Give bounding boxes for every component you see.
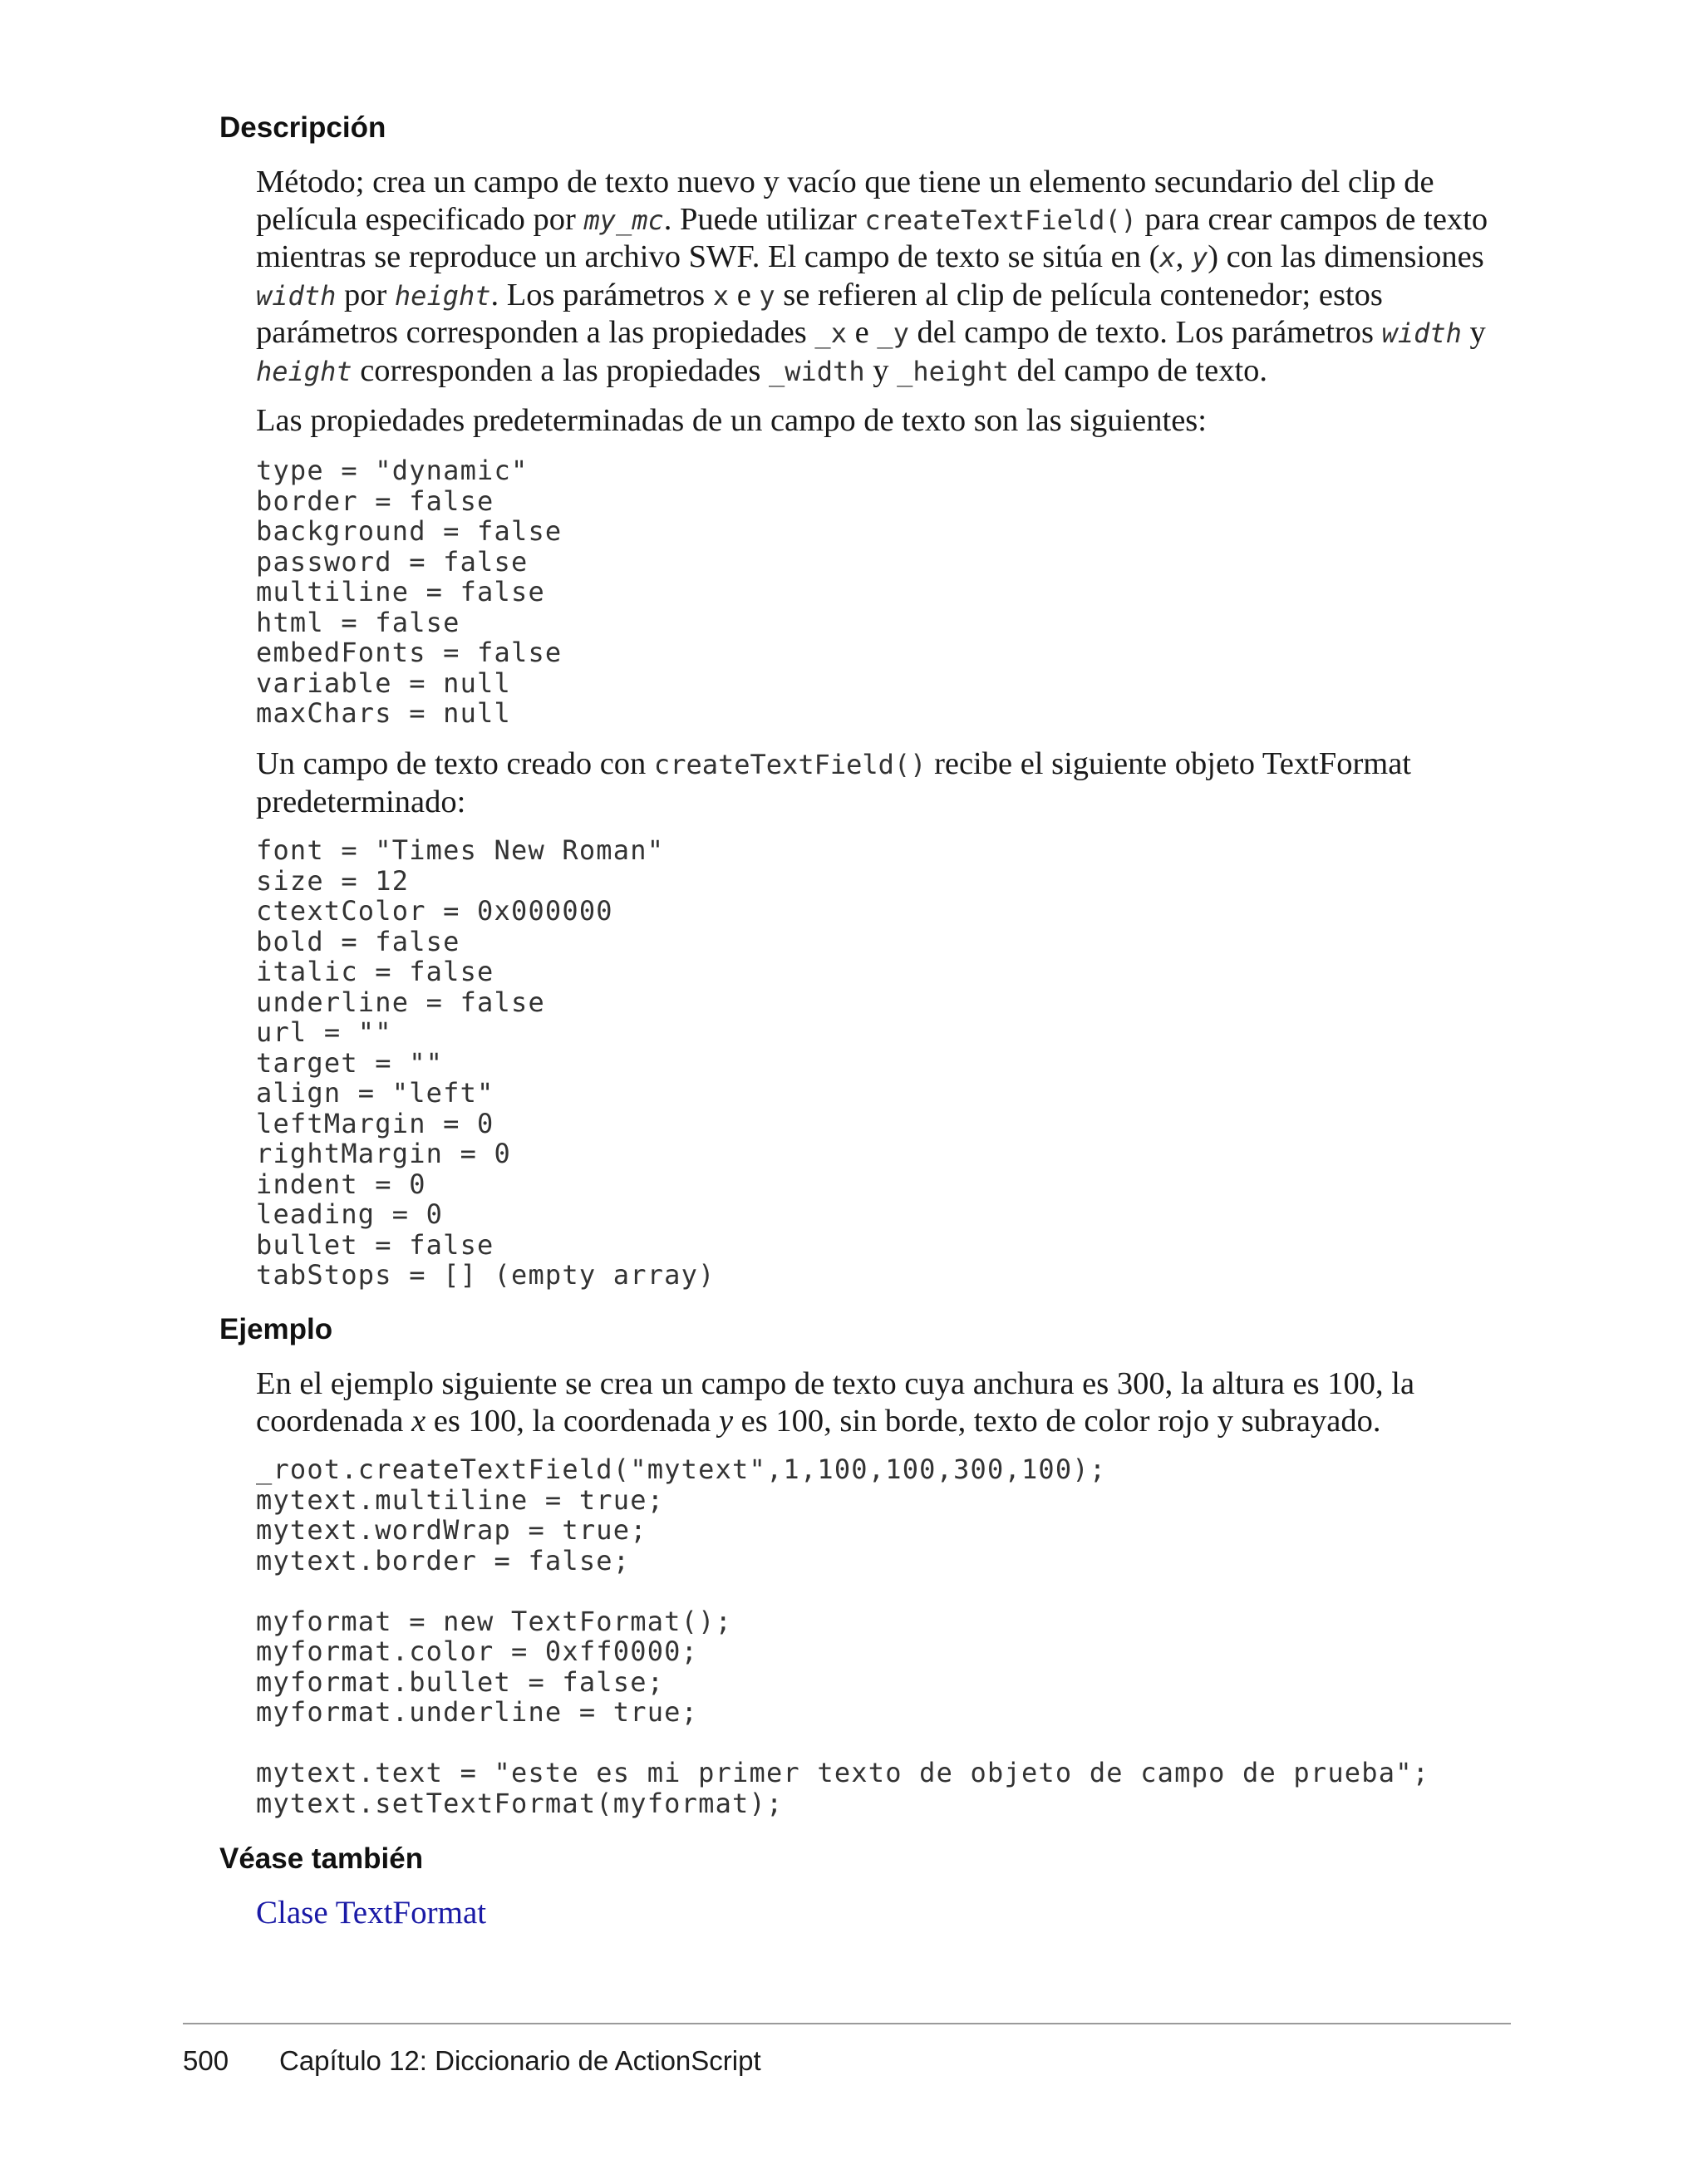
- footer-divider: [183, 2023, 1511, 2024]
- defaults-intro-paragraph: Las propiedades predeterminadas de un campo de texto son las siguientes:: [256, 403, 1207, 438]
- example-code: _root.createTextField("mytext",1,100,100,300,100); mytext.multiline = true; mytext.wordWrap = true; mytext.border = false; myformat = new TextFormat(); myformat.color = 0xff0000; myformat.bullet = false; myformat.underline = true; mytext.text = "este es mi primer texto de objeto de campo de prueba"; mytext.setTextFormat(myformat);: [256, 1454, 1430, 1819]
- default-properties-code: type = "dynamic" border = false background = false password = false multiline = false html = false embedFonts = false variable = null maxChars = null: [256, 455, 563, 729]
- see-also-heading: Véase también: [219, 1842, 424, 1875]
- textformat-defaults-code: font = "Times New Roman" size = 12 ctextColor = 0x000000 bold = false italic = false underline = false url = "" target = "" align = "left" leftMargin = 0 rightMargin = 0 indent = 0 leading = 0 bullet = false tabStops = [] (empty array): [256, 834, 716, 1291]
- description-paragraph: Método; crea un campo de texto nuevo y vacío que tiene un elemento secundario del clip de película especificado por my_mc. Puede utilizar createTextField() para crear campos de texto mientras se reproduce un archivo SWF. El campo de texto se sitúa en (x, y) con las dimensiones width por height. Los parámetros x e y se refieren al clip de película contenedor; estos parámetros corresponden a las propiedades _x e _y del campo de texto. Los parámetros width y height corresponden a las propiedades _width y _height del campo de texto.: [256, 165, 1488, 388]
- textformat-intro-paragraph: Un campo de texto creado con createTextField() recibe el siguiente objeto TextFormat predeterminado:: [256, 746, 1411, 819]
- textformat-class-link[interactable]: Clase TextFormat: [256, 1895, 487, 1931]
- page-number: 500: [183, 2045, 229, 2076]
- example-heading: Ejemplo: [219, 1313, 333, 1345]
- description-heading: Descripción: [219, 111, 386, 144]
- chapter-title: Capítulo 12: Diccionario de ActionScript: [279, 2045, 761, 2076]
- example-paragraph: En el ejemplo siguiente se crea un campo de texto cuya anchura es 300, la altura es 100, la coordenada x es 100, la coordenada y es 100, sin borde, texto de color rojo y subrayado.: [256, 1366, 1415, 1439]
